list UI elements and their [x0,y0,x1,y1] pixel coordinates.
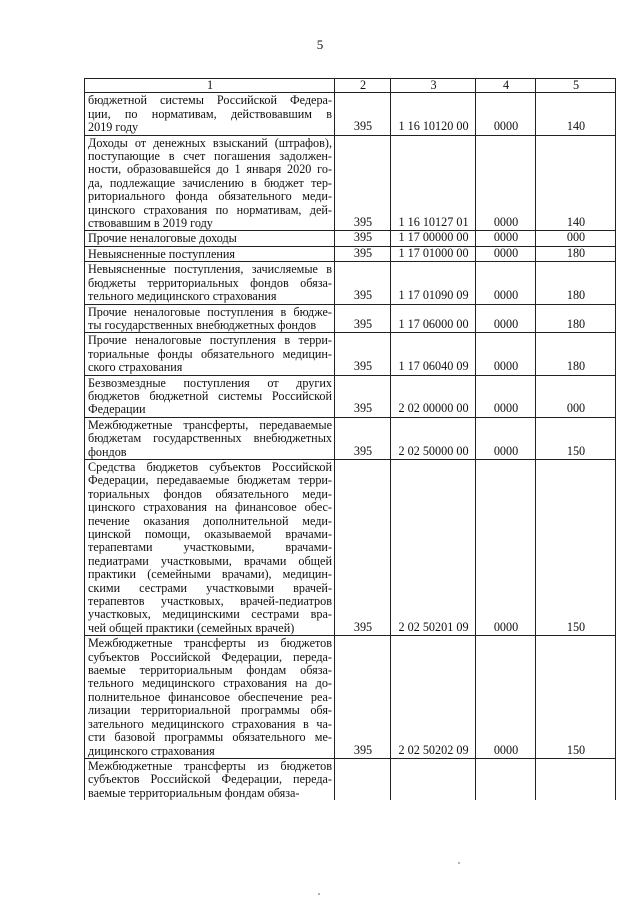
row-col3: 2 02 50000 00 [391,417,476,459]
row-col2: 395 [335,246,391,261]
row-col5: 150 [536,636,616,759]
table-row [85,246,616,261]
description-line: субъектов Российской Федерации, переда- [88,649,332,664]
description-line: Прочие неналоговые поступления в терри- [88,333,332,348]
description-line: фондов [88,444,127,459]
description-line: бюджеты территориальных фондов обяза- [88,275,332,290]
row-col3: 1 17 01090 09 [391,262,476,304]
description-line: терапевтов участковых, врачей-педиатров [88,594,332,609]
description-line: цинского страхования по нормативам, дей- [88,202,332,217]
row-col3: 1 17 00000 00 [391,231,476,246]
table-row [85,304,616,333]
row-col2: 395 [335,636,391,759]
description-line: практики (семейными врачами), медицин- [88,567,332,582]
table-row [85,375,616,417]
row-col4: 0000 [476,636,536,759]
budget-classification-table [84,78,616,800]
description-line: ториальные фонды обязательного медицин- [88,346,332,361]
description-line: чей общей практики (семейных врачей) [88,620,295,635]
description-line: риториального фонда обязательного меди- [88,189,332,204]
row-col2: 395 [335,93,391,135]
description-line: Межбюджетные трансферты из бюджетов [88,636,332,651]
row-col2: 395 [335,262,391,304]
row-col5: 180 [536,333,616,375]
description-line: Межбюджетные трансферты, передаваемые [88,417,332,432]
row-col4: 0000 [476,231,536,246]
scan-speck [458,862,460,864]
row-col4: 0000 [476,135,536,231]
description-line: 2019 году [88,120,139,135]
table-row [85,333,616,375]
description-line: тельного медицинского страхования на до- [88,676,332,691]
row-col3: 2 02 00000 00 [391,375,476,417]
description-line: ваемые территориальным фондам обяза- [88,785,300,800]
row-description [85,246,335,261]
description-line: Средства бюджетов субъектов Российской [88,459,332,474]
row-description [85,417,335,459]
header-col-5: 5 [536,79,616,93]
row-col3: 1 17 06040 09 [391,333,476,375]
description-line: Невыясненные поступления, зачисляемые в [88,262,332,277]
description-line: скими сестрами участковыми врачей- [88,580,332,595]
description-line: цинского страхования на финансовое обес- [88,500,332,515]
table-row [85,231,616,246]
row-col5: 150 [536,417,616,459]
row-col3: 1 16 10120 00 [391,93,476,135]
description-line: лизации территориальной программы обя- [88,703,332,718]
row-col5: 140 [536,93,616,135]
description-line: да, подлежащие зачислению в бюджет тер- [88,175,332,190]
row-col2: 395 [335,417,391,459]
row-col2: 395 [335,333,391,375]
description-line: ты государственных внебюджетных фондов [88,317,317,332]
row-description [85,262,335,304]
description-line: тельного медицинского страхования [88,289,277,304]
row-col4: 0000 [476,246,536,261]
header-col-2: 2 [335,79,391,93]
table-row [85,758,616,800]
row-col4: 0000 [476,417,536,459]
description-line: субъектов Российской Федерации, переда- [88,772,332,787]
table-row [85,93,616,135]
description-line: сти базовой программы обязательного ме- [88,730,332,745]
row-col3: 1 16 10127 01 [391,135,476,231]
row-col2: 395 [335,135,391,231]
row-description [85,636,335,759]
row-col3 [391,758,476,800]
row-description [85,135,335,231]
scan-speck [318,893,320,895]
description-line: участковых, медицинскими сестрами вра- [88,607,332,622]
row-col2: 395 [335,375,391,417]
row-description [85,459,335,635]
row-col2 [335,758,391,800]
description-line: полнительное финансовое обеспечение реа- [88,689,332,704]
row-description [85,375,335,417]
description-line: ториальных фондов обязательного меди- [88,486,332,501]
row-col2: 395 [335,231,391,246]
row-col4 [476,758,536,800]
page-number: 5 [316,37,324,52]
row-col2: 395 [335,304,391,333]
description-line: ского страхования [88,360,183,375]
row-col2: 395 [335,459,391,635]
description-line: поступающие в счет погашения задолжен- [88,149,332,164]
row-description [85,231,335,246]
description-line: цинской помощи, оказываемой врачами- [88,527,332,541]
description-line: дицинского страхования [88,743,215,758]
row-col4: 0000 [476,333,536,375]
description-line: Прочие неналоговые доходы [88,231,237,246]
row-col4: 0000 [476,262,536,304]
row-col4: 0000 [476,375,536,417]
description-line: Безвозмездные поступления от других [88,375,332,390]
row-col5: 180 [536,262,616,304]
table-row [85,417,616,459]
description-line: педиатрами участковыми, врачами общей [88,553,332,568]
row-col5: 000 [536,375,616,417]
row-col3: 2 02 50202 09 [391,636,476,759]
description-line: бюджетов бюджетной системы Российской [88,388,332,403]
header-col-3: 3 [391,79,476,93]
description-line: зательного медицинского страхования в ча- [88,716,332,731]
description-line: ности, образовавшейся до 1 января 2020 го- [88,162,332,177]
description-line: ствовавшим в 2019 году [88,216,213,231]
description-line: терапевтами участковыми, врачами- [88,540,332,555]
row-col5: 150 [536,459,616,635]
row-col4: 0000 [476,93,536,135]
description-line: Федерации [88,402,146,417]
row-col3: 1 17 01000 00 [391,246,476,261]
row-col4: 0000 [476,459,536,635]
table-row [85,135,616,231]
row-col5: 180 [536,304,616,333]
description-line: Межбюджетные трансферты из бюджетов [88,758,332,773]
row-description [85,304,335,333]
row-col3: 1 17 06000 00 [391,304,476,333]
table-row [85,262,616,304]
row-col4: 0000 [476,304,536,333]
description-line: ваемые территориальным фондам обяза- [88,663,332,678]
description-line: Доходы от денежных взысканий (штрафов), [88,135,332,150]
header-col-4: 4 [476,79,536,93]
description-line: ции, по нормативам, действовавшим в [88,106,332,121]
header-col-1: 1 [85,79,335,93]
description-line: Федерации, передаваемые бюджетам терри- [88,473,332,488]
row-col5: 180 [536,246,616,261]
row-col3: 2 02 50201 09 [391,459,476,635]
row-description [85,758,335,800]
table-row [85,459,616,635]
row-col5 [536,758,616,800]
description-line: бюджетам государственных внебюджетных [88,431,332,446]
description-line: печение оказания дополнительной меди- [88,513,332,528]
description-line: бюджетной системы Российской Федера- [88,93,332,108]
row-description [85,93,335,135]
row-description [85,333,335,375]
row-col5: 140 [536,135,616,231]
description-line: Невыясненные поступления [88,246,236,261]
description-line: Прочие неналоговые поступления в бюдже- [88,304,332,319]
row-col5: 000 [536,231,616,246]
table-header-row [85,79,616,93]
table-row [85,636,616,759]
